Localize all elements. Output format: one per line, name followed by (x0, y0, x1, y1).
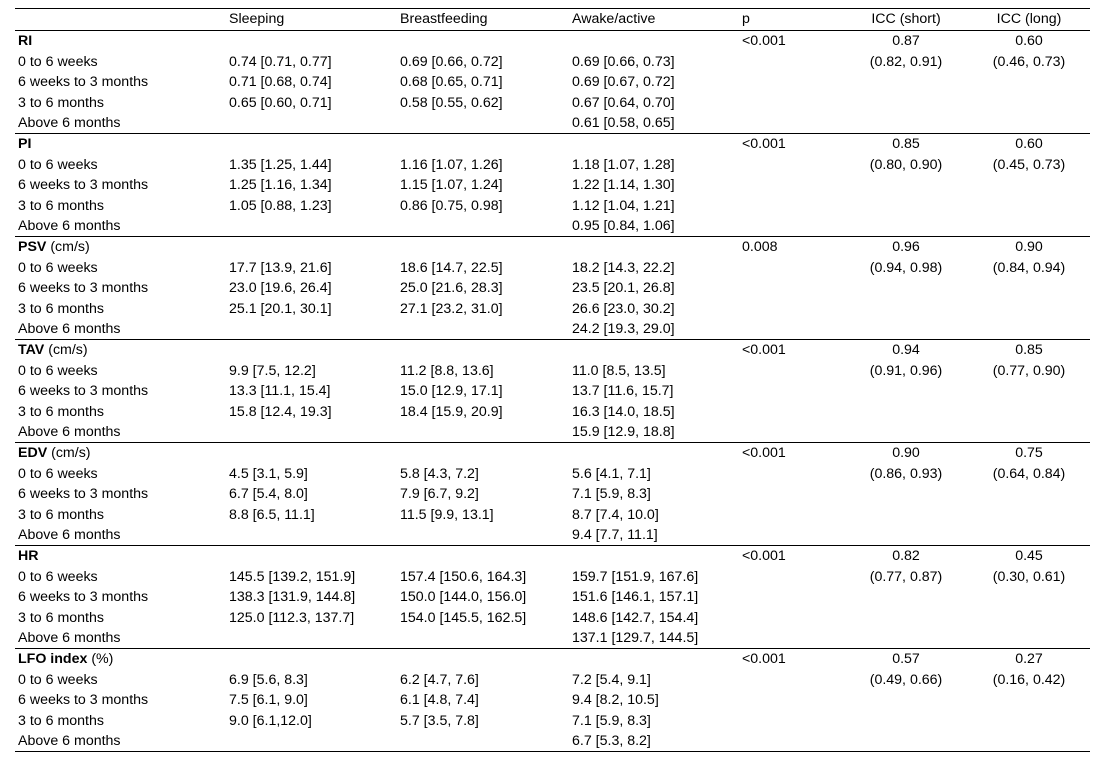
awake-cell: 5.6 [4.1, 7.1] (572, 465, 651, 482)
awake-cell: 9.4 [8.2, 10.5] (572, 692, 659, 709)
awake-cell: 23.5 [20.1, 26.8] (572, 280, 675, 297)
sleeping-cell: 25.1 [20.1, 30.1] (229, 300, 332, 317)
icc-long-value: 0.60 (1015, 33, 1043, 49)
age-group-label: 6 weeks to 3 months (18, 74, 149, 91)
p-value: <0.001 (742, 651, 786, 667)
icc-short-ci: (0.94, 0.98) (869, 259, 943, 276)
icc-short-value: 0.94 (892, 342, 920, 358)
breastfeeding-cell: 0.68 [0.65, 0.71] (400, 74, 503, 91)
section-title (18, 546, 39, 566)
breastfeeding-cell: 157.4 [150.6, 164.3] (400, 568, 527, 585)
awake-cell: 148.6 [142.7, 154.4] (572, 609, 699, 626)
age-group-label: 0 to 6 weeks (18, 671, 98, 688)
breastfeeding-cell: 11.2 [8.8, 13.6] (400, 362, 494, 379)
awake-cell: 6.7 [5.3, 8.2] (572, 733, 651, 750)
awake-cell: 16.3 [14.0, 18.5] (572, 403, 675, 420)
icc-long-value: 0.27 (1015, 651, 1043, 667)
age-group-label: 3 to 6 months (18, 197, 104, 214)
section-name: TAV (18, 342, 45, 358)
breastfeeding-cell: 5.8 [4.3, 7.2] (400, 465, 479, 482)
header-icc-long: ICC (long) (996, 11, 1062, 27)
header-p: p (742, 11, 750, 27)
sleeping-cell: 7.5 [6.1, 9.0] (229, 692, 308, 709)
age-group-label: Above 6 months (18, 424, 121, 441)
p-value: <0.001 (742, 445, 786, 461)
age-group-label: 0 to 6 weeks (18, 259, 98, 276)
icc-long-ci: (0.84, 0.94) (992, 259, 1066, 276)
awake-cell: 13.7 [11.6, 15.7] (572, 383, 674, 400)
awake-cell: 0.67 [0.64, 0.70] (572, 94, 675, 111)
breastfeeding-cell: 15.0 [12.9, 17.1] (400, 383, 503, 400)
icc-long-ci: (0.30, 0.61) (992, 568, 1066, 585)
breastfeeding-cell: 5.7 [3.5, 7.8] (400, 712, 479, 729)
icc-short-ci: (0.82, 0.91) (869, 53, 943, 70)
awake-cell: 0.95 [0.84, 1.06] (572, 218, 675, 235)
icc-long-ci: (0.46, 0.73) (992, 53, 1066, 70)
age-group-label: 6 weeks to 3 months (18, 383, 149, 400)
icc-long-ci: (0.16, 0.42) (992, 671, 1066, 688)
awake-cell: 24.2 [19.3, 29.0] (572, 321, 675, 338)
breastfeeding-cell: 0.58 [0.55, 0.62] (400, 94, 503, 111)
age-group-label: Above 6 months (18, 630, 121, 647)
sleeping-cell: 23.0 [19.6, 26.4] (229, 280, 332, 297)
icc-short-value: 0.96 (892, 239, 920, 255)
section-unit: (cm/s) (47, 445, 91, 461)
breastfeeding-cell: 150.0 [144.0, 156.0] (400, 589, 527, 606)
age-group-label: Above 6 months (18, 733, 121, 750)
section-title (18, 340, 88, 360)
p-value: <0.001 (742, 136, 786, 152)
section-name: PI (18, 136, 32, 152)
awake-cell: 7.1 [5.9, 8.3] (572, 486, 651, 503)
icc-short-value: 0.82 (892, 548, 920, 564)
section-title (18, 443, 91, 463)
awake-cell: 0.61 [0.58, 0.65] (572, 115, 675, 132)
age-group-label: 0 to 6 weeks (18, 362, 98, 379)
age-group-label: 3 to 6 months (18, 712, 104, 729)
sleeping-cell: 0.74 [0.71, 0.77] (229, 53, 332, 70)
sleeping-cell: 15.8 [12.4, 19.3] (229, 403, 332, 420)
age-group-label: 3 to 6 months (18, 506, 104, 523)
section-name: LFO index (18, 651, 88, 667)
age-group-label: 6 weeks to 3 months (18, 177, 149, 194)
p-value: <0.001 (742, 342, 786, 358)
icc-long-value: 0.75 (1015, 445, 1043, 461)
icc-long-ci: (0.45, 0.73) (992, 156, 1066, 173)
age-group-label: 6 weeks to 3 months (18, 692, 149, 709)
age-group-label: 3 to 6 months (18, 94, 104, 111)
sleeping-cell: 145.5 [139.2, 151.9] (229, 568, 356, 585)
breastfeeding-cell: 154.0 [145.5, 162.5] (400, 609, 527, 626)
icc-short-ci: (0.86, 0.93) (869, 465, 943, 482)
breastfeeding-cell: 0.69 [0.66, 0.72] (400, 53, 503, 70)
icc-long-ci: (0.77, 0.90) (992, 362, 1066, 379)
header-icc-short: ICC (short) (871, 11, 941, 27)
section-unit: (cm/s) (44, 342, 88, 358)
breastfeeding-cell: 7.9 [6.7, 9.2] (400, 486, 479, 503)
age-group-label: Above 6 months (18, 527, 121, 544)
awake-cell: 1.22 [1.14, 1.30] (572, 177, 675, 194)
breastfeeding-cell: 6.2 [4.7, 7.6] (400, 671, 479, 688)
breastfeeding-cell: 0.86 [0.75, 0.98] (400, 197, 503, 214)
sleeping-cell: 6.7 [5.4, 8.0] (229, 486, 308, 503)
sleeping-cell: 1.35 [1.25, 1.44] (229, 156, 332, 173)
awake-cell: 7.1 [5.9, 8.3] (572, 712, 651, 729)
sleeping-cell: 9.0 [6.1,12.0] (229, 712, 312, 729)
breastfeeding-cell: 1.15 [1.07, 1.24] (400, 177, 503, 194)
awake-cell: 9.4 [7.7, 11.1] (572, 527, 658, 544)
sleeping-cell: 6.9 [5.6, 8.3] (229, 671, 308, 688)
section-name: HR (18, 548, 39, 564)
icc-long-value: 0.60 (1015, 136, 1043, 152)
breastfeeding-cell: 18.4 [15.9, 20.9] (400, 403, 503, 420)
age-group-label: 0 to 6 weeks (18, 156, 98, 173)
section-title (18, 649, 113, 669)
header-awake: Awake/active (572, 11, 656, 27)
p-value: <0.001 (742, 33, 786, 49)
age-group-label: 0 to 6 weeks (18, 465, 98, 482)
age-group-label: 3 to 6 months (18, 403, 104, 420)
awake-cell: 1.18 [1.07, 1.28] (572, 156, 675, 173)
section-title (18, 237, 90, 257)
sleeping-cell: 8.8 [6.5, 11.1] (229, 506, 315, 523)
icc-short-value: 0.90 (892, 445, 920, 461)
sleeping-cell: 1.05 [0.88, 1.23] (229, 197, 332, 214)
top-rule (15, 8, 1090, 9)
sleeping-cell: 17.7 [13.9, 21.6] (229, 259, 332, 276)
icc-long-value: 0.45 (1015, 548, 1043, 564)
age-group-label: 0 to 6 weeks (18, 568, 98, 585)
icc-short-ci: (0.91, 0.96) (869, 362, 943, 379)
p-value: <0.001 (742, 548, 786, 564)
sleeping-cell: 138.3 [131.9, 144.8] (229, 589, 356, 606)
sleeping-cell: 0.71 [0.68, 0.74] (229, 74, 332, 91)
age-group-label: 6 weeks to 3 months (18, 589, 149, 606)
header-sleeping: Sleeping (229, 11, 285, 27)
section-name: PSV (18, 239, 47, 255)
icc-short-value: 0.87 (892, 33, 920, 49)
awake-cell: 137.1 [129.7, 144.5] (572, 630, 699, 647)
header-breastfeeding: Breastfeeding (400, 11, 488, 27)
breastfeeding-cell: 18.6 [14.7, 22.5] (400, 259, 503, 276)
awake-cell: 11.0 [8.5, 13.5] (572, 362, 666, 379)
awake-cell: 15.9 [12.9, 18.8] (572, 424, 675, 441)
section-unit: (%) (87, 651, 114, 667)
icc-long-value: 0.85 (1015, 342, 1043, 358)
awake-cell: 7.2 [5.4, 9.1] (572, 671, 651, 688)
age-group-label: 3 to 6 months (18, 300, 104, 317)
icc-long-value: 0.90 (1015, 239, 1043, 255)
breastfeeding-cell: 27.1 [23.2, 31.0] (400, 300, 503, 317)
icc-short-ci: (0.80, 0.90) (869, 156, 943, 173)
awake-cell: 0.69 [0.66, 0.73] (572, 53, 675, 70)
age-group-label: 6 weeks to 3 months (18, 486, 149, 503)
section-name: RI (18, 33, 33, 49)
awake-cell: 0.69 [0.67, 0.72] (572, 74, 675, 91)
awake-cell: 1.12 [1.04, 1.21] (572, 197, 675, 214)
age-group-label: 6 weeks to 3 months (18, 280, 149, 297)
sleeping-cell: 13.3 [11.1, 15.4] (229, 383, 331, 400)
section-title (18, 134, 31, 154)
section-unit: (cm/s) (46, 239, 90, 255)
icc-short-ci: (0.49, 0.66) (869, 671, 943, 688)
sleeping-cell: 4.5 [3.1, 5.9] (229, 465, 308, 482)
sleeping-cell: 1.25 [1.16, 1.34] (229, 177, 332, 194)
breastfeeding-cell: 11.5 [9.9, 13.1] (400, 506, 494, 523)
breastfeeding-cell: 25.0 [21.6, 28.3] (400, 280, 503, 297)
section-title (18, 31, 32, 51)
awake-cell: 159.7 [151.9, 167.6] (572, 568, 699, 585)
sleeping-cell: 125.0 [112.3, 137.7] (229, 609, 355, 626)
age-group-label: 0 to 6 weeks (18, 53, 98, 70)
breastfeeding-cell: 6.1 [4.8, 7.4] (400, 692, 479, 709)
age-group-label: Above 6 months (18, 115, 121, 132)
icc-short-ci: (0.77, 0.87) (869, 568, 943, 585)
breastfeeding-cell: 1.16 [1.07, 1.26] (400, 156, 503, 173)
icc-short-value: 0.57 (892, 651, 920, 667)
age-group-label: 3 to 6 months (18, 609, 104, 626)
age-group-label: Above 6 months (18, 321, 121, 338)
awake-cell: 26.6 [23.0, 30.2] (572, 300, 675, 317)
section-name: EDV (18, 445, 48, 461)
age-group-label: Above 6 months (18, 218, 121, 235)
icc-short-value: 0.85 (892, 136, 920, 152)
sleeping-cell: 0.65 [0.60, 0.71] (229, 94, 332, 111)
awake-cell: 8.7 [7.4, 10.0] (572, 506, 659, 523)
section-rule (15, 751, 1090, 752)
awake-cell: 151.6 [146.1, 157.1] (572, 589, 699, 606)
icc-long-ci: (0.64, 0.84) (992, 465, 1066, 482)
p-value: 0.008 (742, 239, 778, 255)
sleeping-cell: 9.9 [7.5, 12.2] (229, 362, 316, 379)
awake-cell: 18.2 [14.3, 22.2] (572, 259, 675, 276)
